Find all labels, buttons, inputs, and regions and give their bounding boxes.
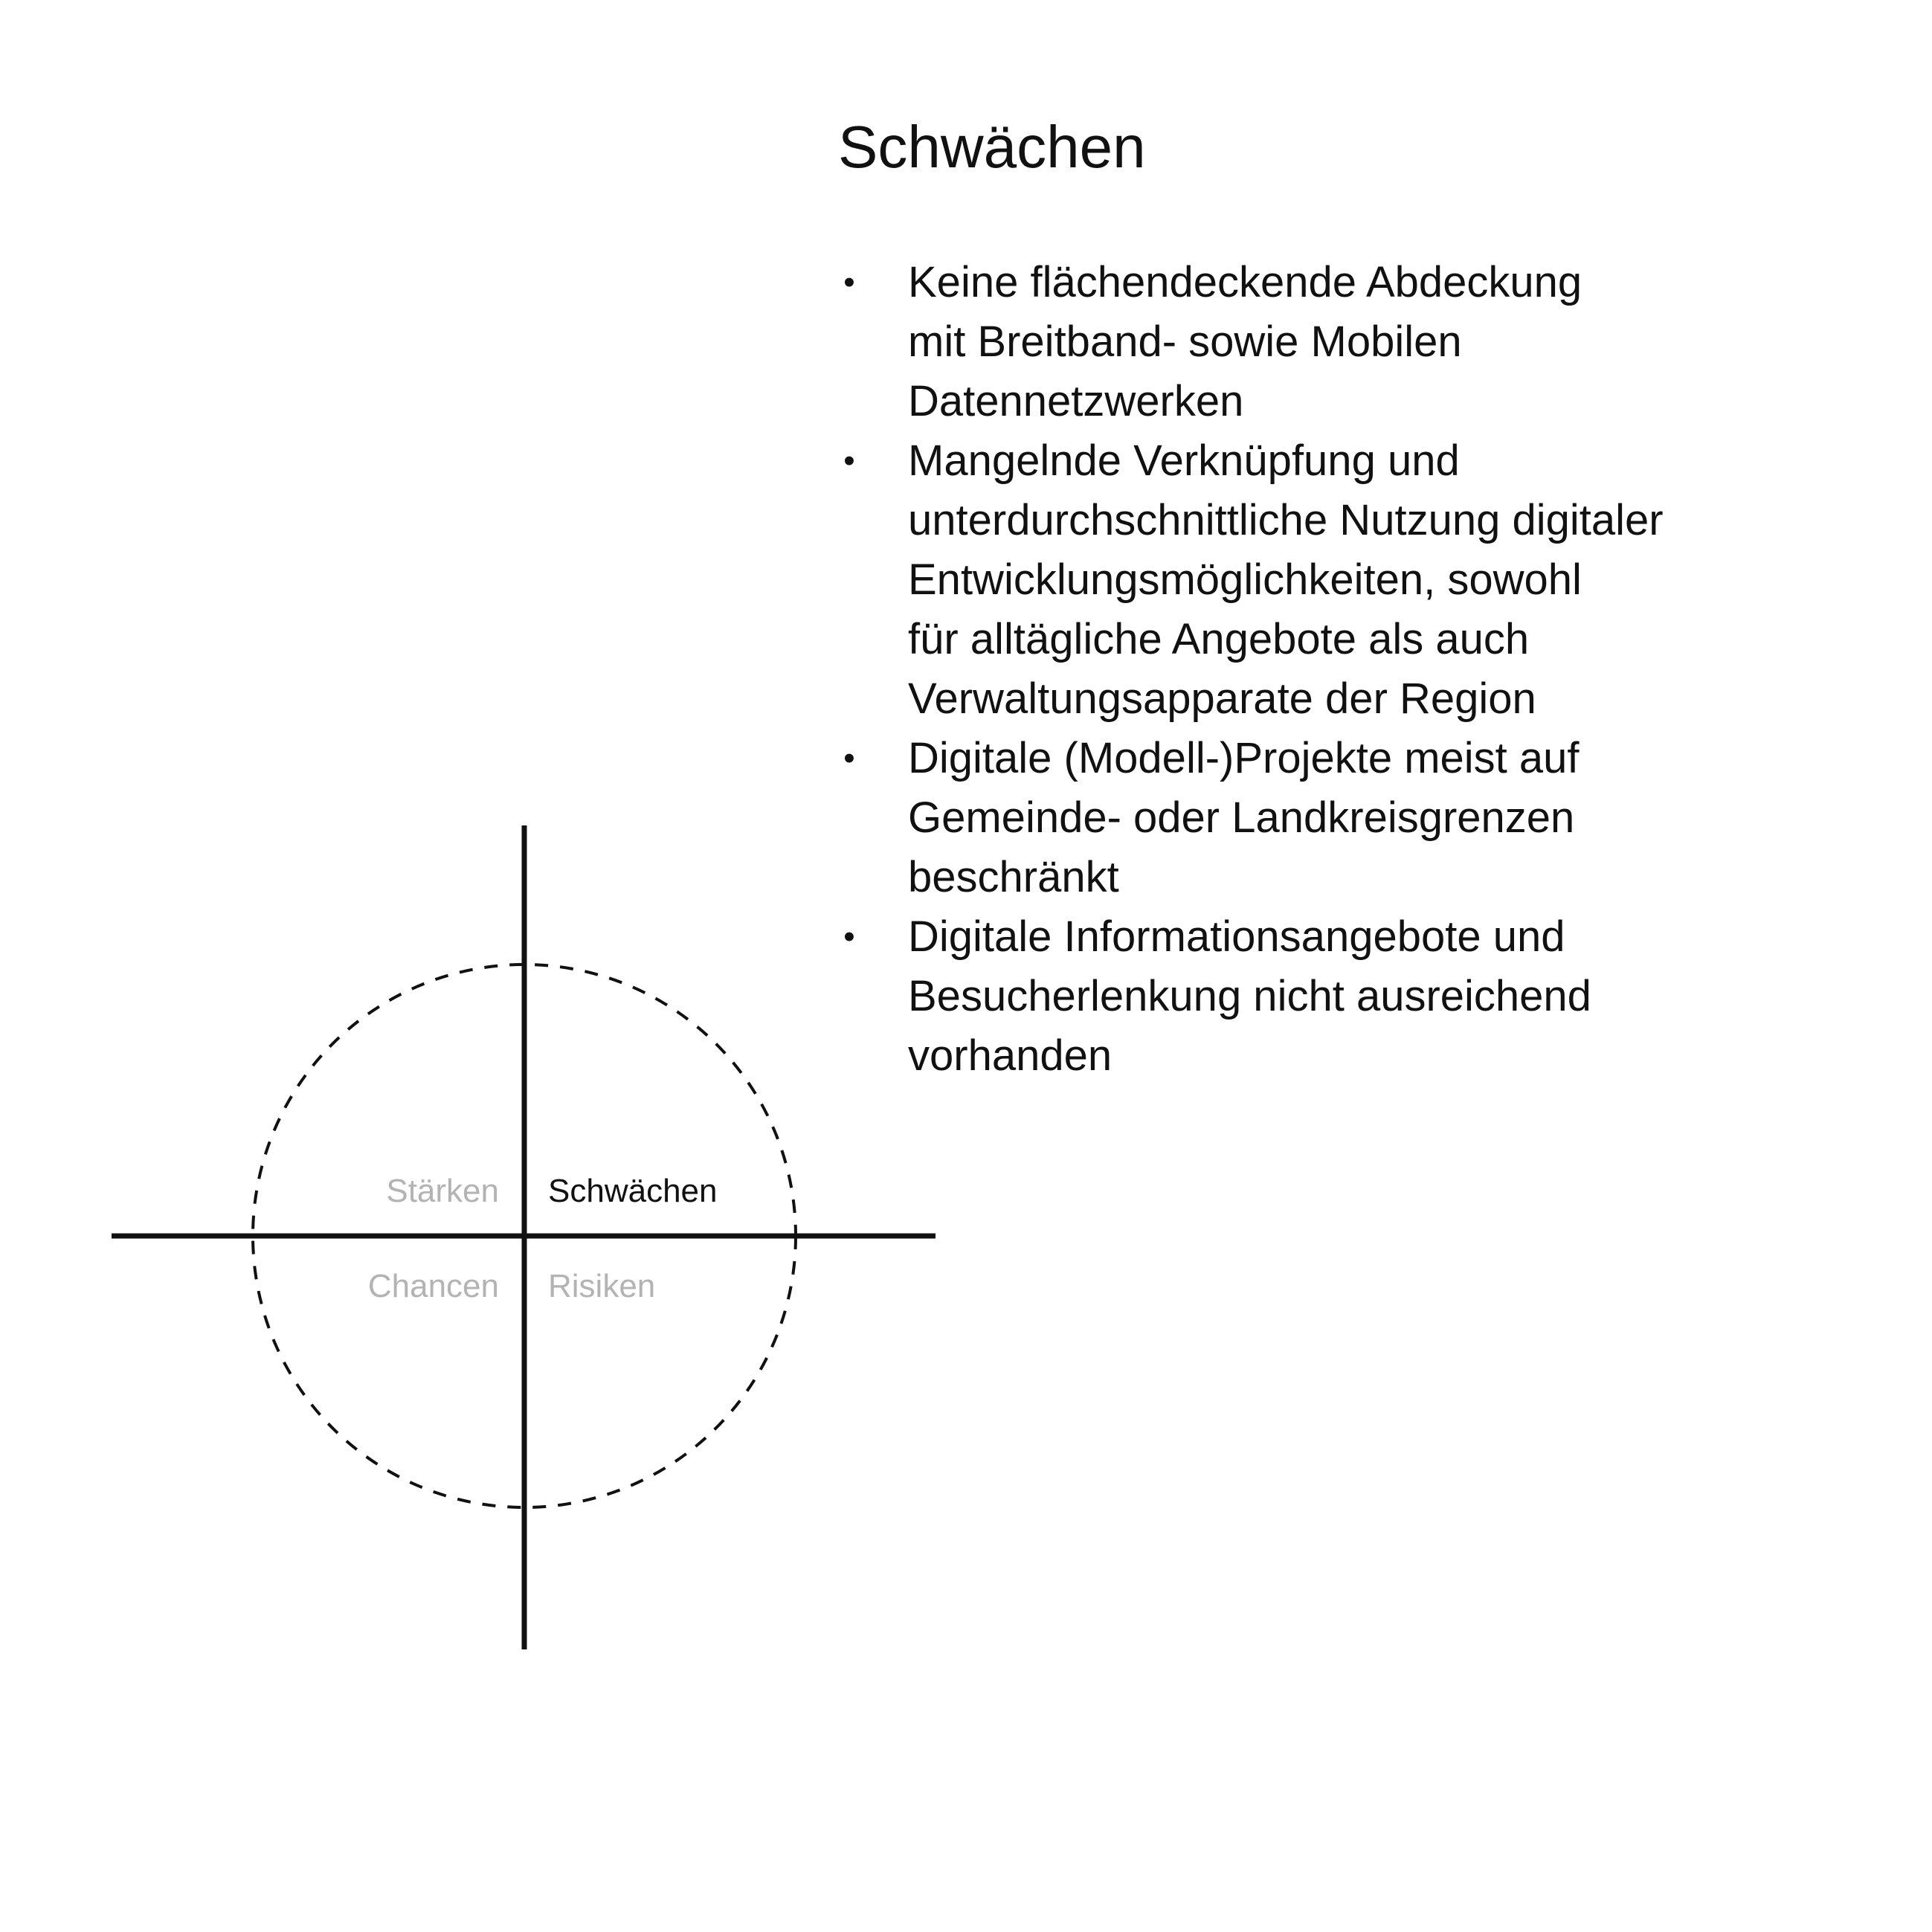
quadrant-label-threats: Risiken: [548, 1268, 656, 1304]
bullet-icon: •: [843, 442, 855, 479]
list-item-line: vorhanden: [908, 1031, 1112, 1080]
bullet-icon: •: [843, 264, 855, 300]
list-item-line: Digitale Informationsangebote und: [908, 912, 1565, 961]
list-item-line: beschränkt: [908, 853, 1119, 901]
list-item-line: Gemeinde- oder Landkreisgrenzen: [908, 793, 1575, 842]
quadrant-label-weaknesses: Schwächen: [548, 1173, 718, 1209]
quadrant-label-strengths: Stärken: [386, 1173, 499, 1209]
page-title: Schwächen: [838, 114, 1146, 180]
bullet-icon: •: [843, 740, 855, 776]
list-item-line: Verwaltungsapparate der Region: [908, 674, 1536, 723]
quadrant-label-opportunities: Chancen: [367, 1268, 499, 1304]
list-item-line: mit Breitband- sowie Mobilen: [908, 318, 1462, 366]
list-item-line: unterdurchschnittliche Nutzung digitaler: [908, 496, 1664, 544]
list-item-line: Mangelnde Verknüpfung und: [908, 437, 1460, 485]
list-item-line: Keine flächendeckende Abdeckung: [908, 258, 1582, 306]
bullet-icon: •: [843, 918, 855, 955]
list-item-line: für alltägliche Angebote als auch: [908, 615, 1530, 663]
list-item-line: Entwicklungsmöglichkeiten, sowohl: [908, 556, 1582, 604]
list-item-line: Datennetzwerken: [908, 377, 1244, 425]
list-item-line: Digitale (Modell-)Projekte meist auf: [908, 734, 1580, 782]
list-item-line: Besucherlenkung nicht ausreichend: [908, 972, 1591, 1020]
